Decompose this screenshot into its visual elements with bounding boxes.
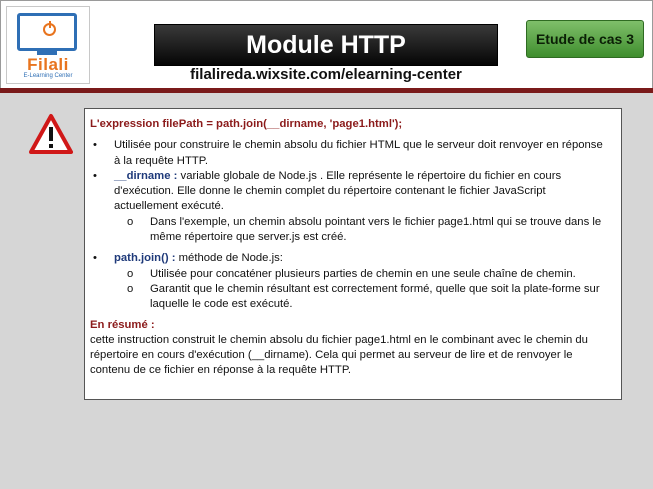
sub-list-item <box>90 282 609 313</box>
page-title: Module HTTP <box>154 24 498 66</box>
sub-bullet-icon: o <box>127 267 134 280</box>
list-item <box>90 251 609 266</box>
logo-name: Filali <box>27 55 69 74</box>
list-item <box>90 138 609 169</box>
bullet-icon: • <box>93 252 97 265</box>
logo <box>6 6 90 84</box>
expression-heading: L'expression filePath = path.join(__dirname, 'page1.html'); <box>90 118 403 130</box>
bullet-icon: • <box>93 169 97 182</box>
bullet-text: Utilisée pour construire le chemin absolu du fichier HTML que le serveur doit renvoyer en réponse à la requête HTTP. <box>114 139 603 167</box>
sub-bullet-text: Dans l'exemple, un chemin absolu pointant vers le fichier page1.html qui se trouve dans le même répertoire que server.js est créé. <box>150 215 602 244</box>
sub-bullet-icon: o <box>127 215 134 228</box>
bullet-text: méthode de Node.js: <box>175 252 283 265</box>
monitor-icon <box>17 13 77 51</box>
case-badge: Etude de cas 3 <box>526 20 644 58</box>
term-dirname: __dirname : <box>114 169 178 182</box>
summary-text: cette instruction construit le chemin absolu du fichier page1.html en le combinant avec le chemin du répertoire en cours d'exécution (__dirname). Cela qui permet au serveur de lire et de renvoyer le contenu de ce fichier en réponse à la requête HTTP. <box>90 333 588 377</box>
sub-bullet-icon: o <box>127 282 134 295</box>
sub-bullet-text: Garantit que le chemin résultant est correctement formé, quelle que soit la plate-forme sur laquelle le code est exécuté. <box>150 282 600 311</box>
sub-list-item <box>90 215 609 246</box>
power-icon <box>43 23 56 36</box>
logo-subtitle: E-Learning Center <box>23 73 73 79</box>
site-url[interactable]: filalireda.wixsite.com/elearning-center <box>190 66 462 83</box>
warning-triangle-icon <box>29 113 73 155</box>
bullet-text: variable globale de Node.js . Elle représente le répertoire du fichier en cours d'exécution. Elle donne le chemin complet du répertoire contenant le fichier JavaScript actuellement exécuté. <box>114 169 562 213</box>
term-path-join: path.join() : <box>114 252 176 265</box>
frame-accent-bar <box>0 88 653 93</box>
sub-list-item <box>90 267 609 282</box>
sub-bullet-text: Utilisée pour concaténer plusieurs parties de chemin en une seule chaîne de chemin. <box>150 267 576 280</box>
summary-title: En résumé : <box>90 318 155 331</box>
bullet-icon: • <box>93 139 97 152</box>
content-box <box>84 108 622 400</box>
list-item <box>90 169 609 215</box>
